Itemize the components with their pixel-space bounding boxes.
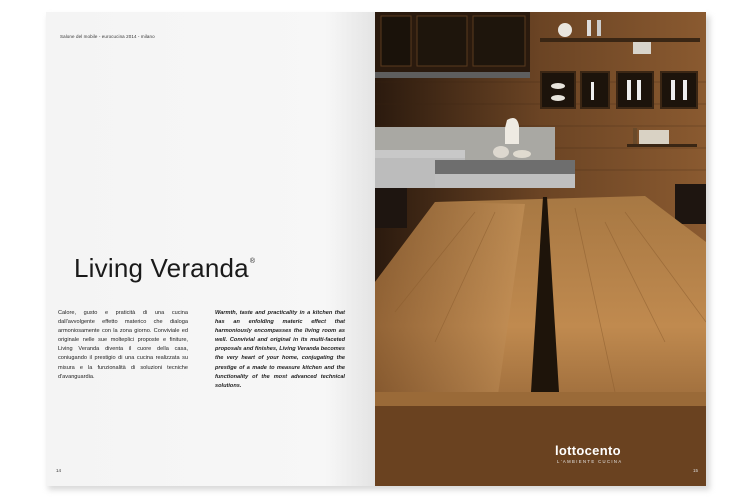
event-header: Salone del mobile - eurocucina 2014 - milano — [60, 34, 155, 39]
right-page — [375, 12, 706, 486]
registered-mark: ® — [249, 258, 255, 265]
feature-title: Living Veranda — [74, 253, 249, 283]
left-page — [46, 12, 375, 486]
kitchen-photo — [375, 12, 706, 486]
feature-title-row — [74, 255, 255, 281]
magazine-spread — [46, 12, 706, 486]
english-description: Warmth, taste and practicality in a kitchen that has an enfolding materic effect that harmoniously encompasses the living room as well. Convivial and original in its multi-faceted proposals and finishes, Living Veranda becomes the very heart of your home, conjugating the prestige of a made to measure kitchen and the functionality of the most advanced technical solutions. — [215, 310, 345, 389]
brand-name: lottocento — [555, 443, 621, 458]
left-page-number: 14 — [56, 468, 62, 473]
brand-logo — [555, 443, 695, 464]
italian-description: Calore, gusto e praticità di una cucina dall'avvolgente effetto materico che dialoga armoniosamente con la zona giorno. Conviviale ed originale nelle sue molteplici proposte e finiture, Living Veranda diventa il cuore della casa, coniugando il prestigio di una cucina realizzata su misura e la funzionalità di soluzioni tecniche d'avanguardia. — [58, 310, 188, 380]
brand-tagline: L'AMBIENTE CUCINA — [557, 459, 623, 464]
right-page-number: 15 — [693, 468, 699, 473]
